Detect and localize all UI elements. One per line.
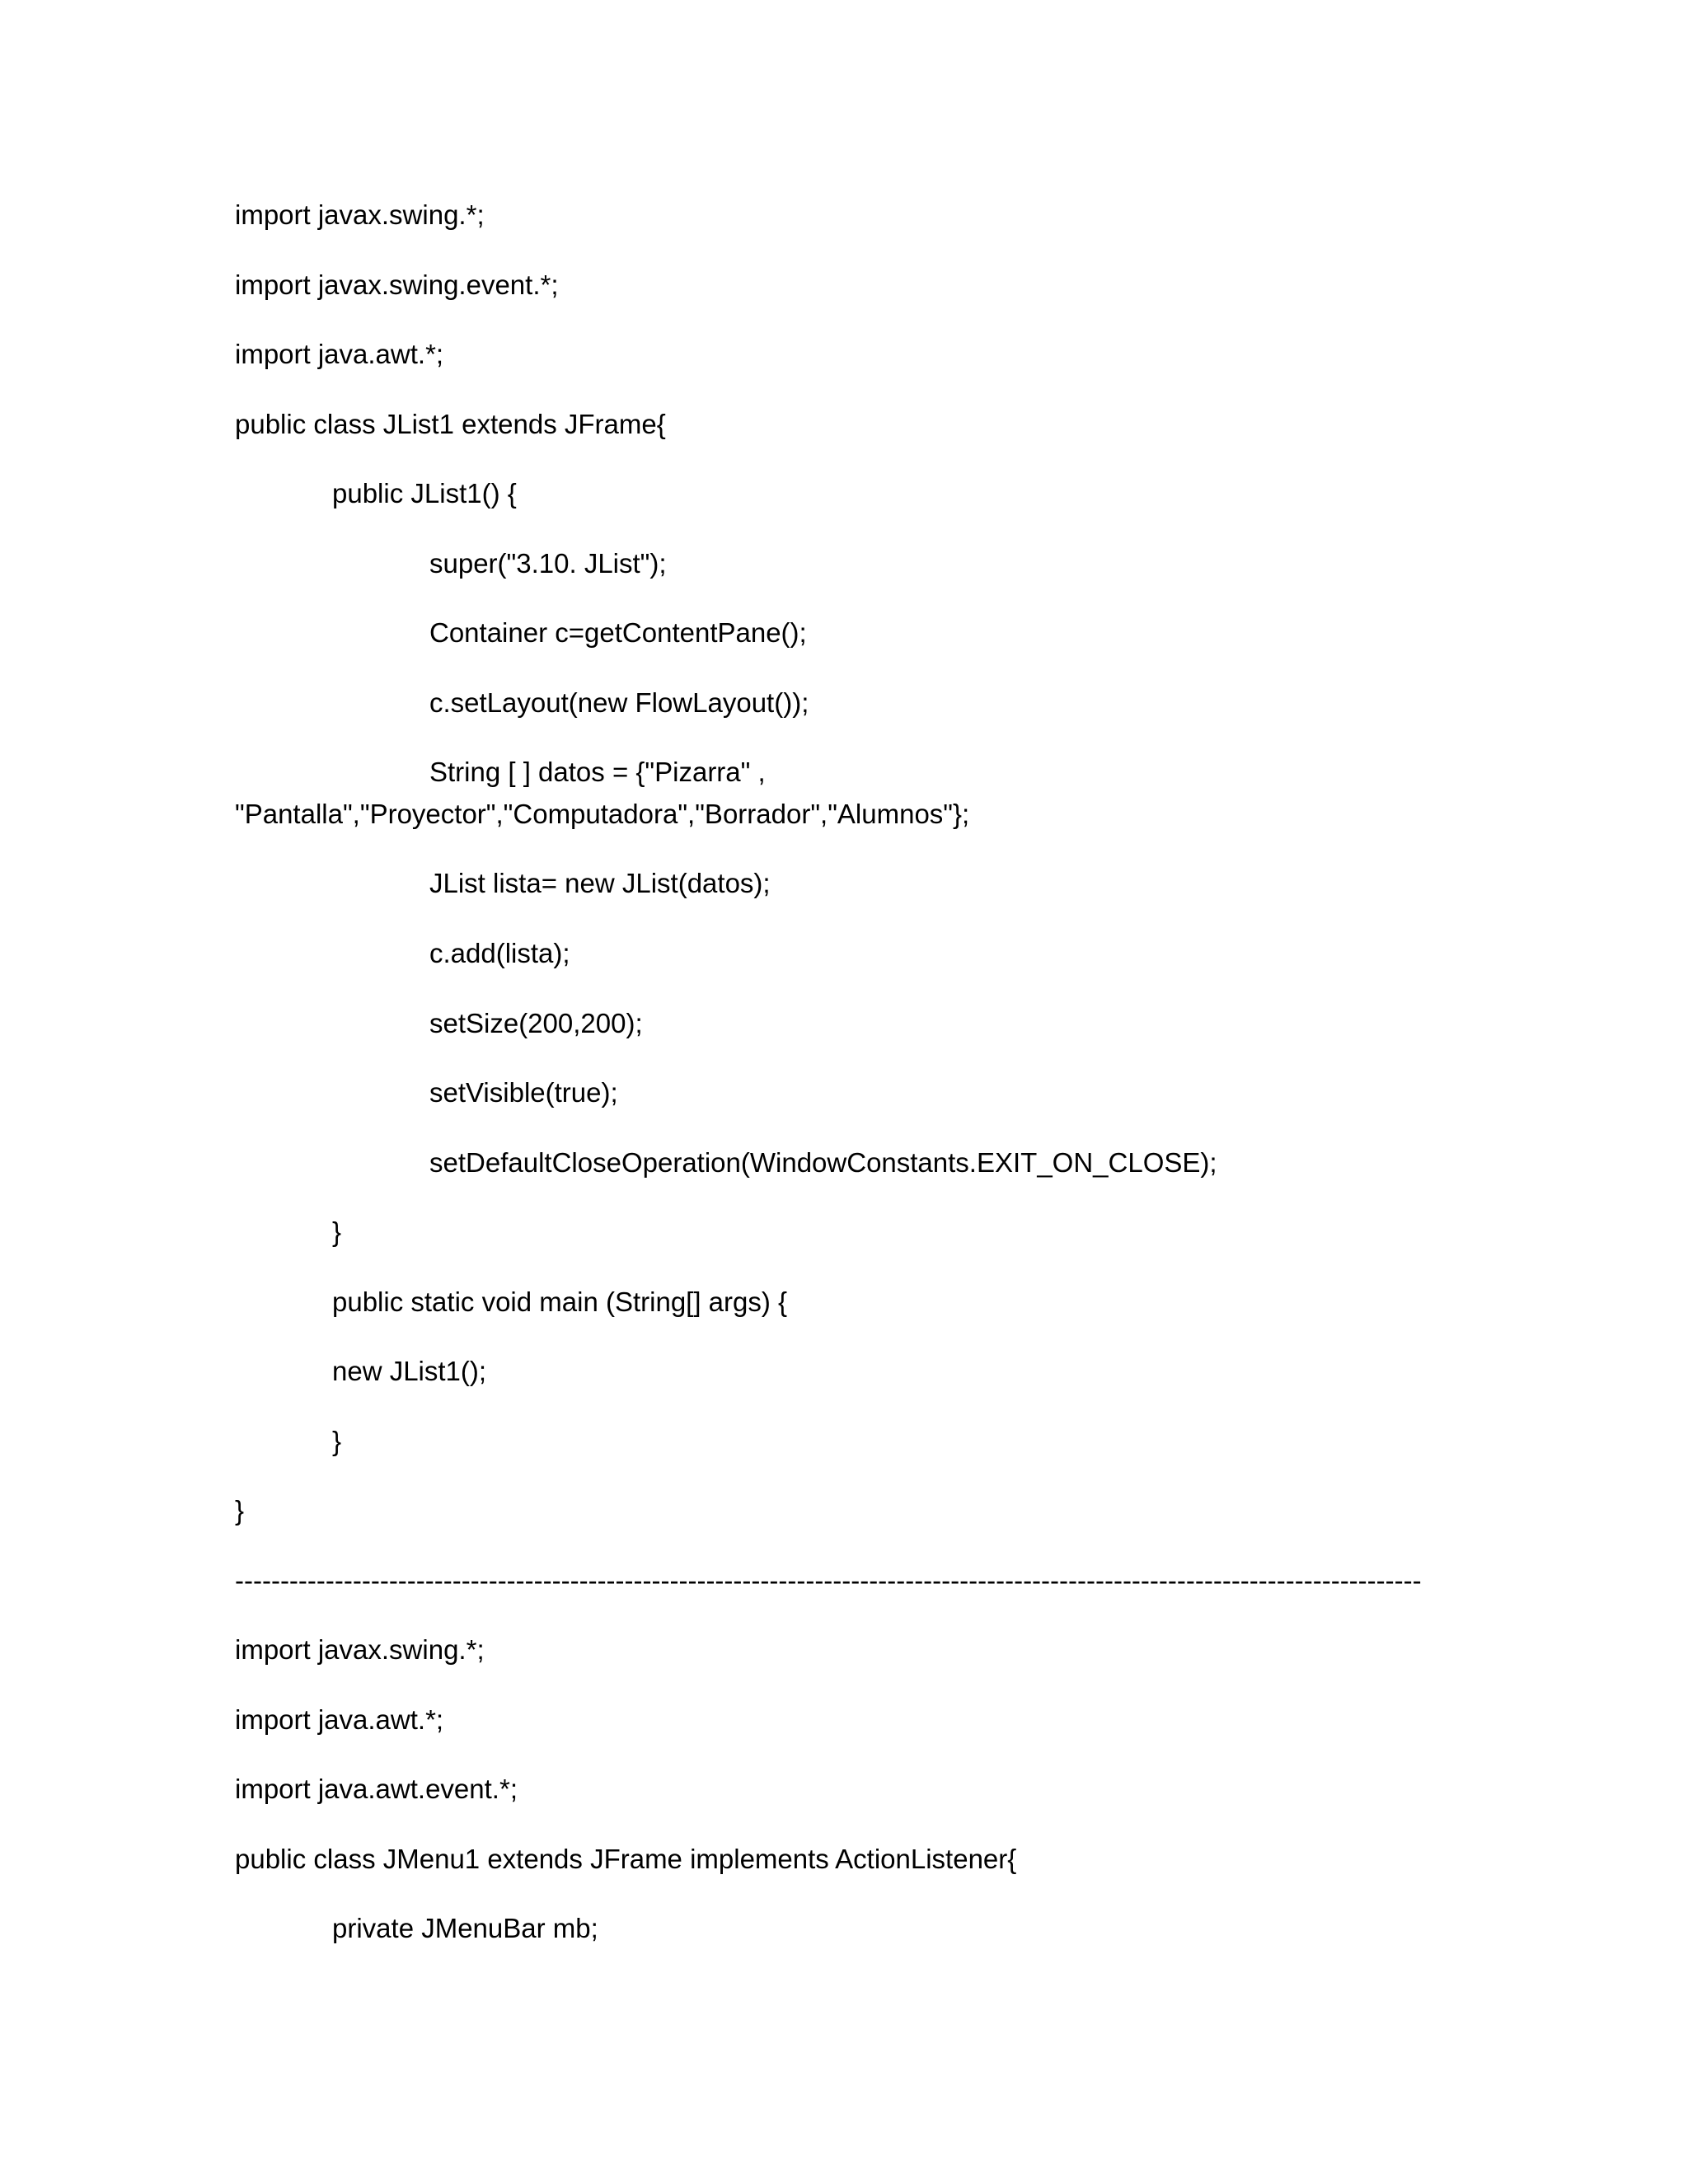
code-line: private JMenuBar mb;: [332, 1913, 598, 1943]
code-line: c.add(lista);: [429, 938, 570, 968]
code-line: setSize(200,200);: [429, 1008, 643, 1038]
code-line: setVisible(true);: [429, 1077, 618, 1108]
code-line: import javax.swing.*;: [235, 199, 485, 230]
code-line: String [ ] datos = {"Pizarra" ,: [429, 757, 766, 787]
code-line: }: [332, 1426, 342, 1456]
code-line: super("3.10. JList");: [429, 548, 667, 579]
code-line: import java.awt.event.*;: [235, 1774, 518, 1804]
code-line: public class JMenu1 extends JFrame implements ActionListener{: [235, 1844, 1017, 1874]
code-line: public class JList1 extends JFrame{: [235, 409, 666, 439]
code-line: setDefaultCloseOperation(WindowConstants.EXIT_ON_CLOSE);: [429, 1147, 1217, 1178]
code-line: c.setLayout(new FlowLayout());: [429, 687, 809, 718]
code-line: import javax.swing.event.*;: [235, 269, 559, 300]
code-line: }: [332, 1216, 342, 1247]
separator-line: -----------------------------------------------------------------------------------------------------------------------------------: [235, 1567, 1422, 1594]
code-line: import java.awt.*;: [235, 1704, 444, 1735]
code-line: "Pantalla","Proyector","Computadora","Borrador","Alumnos"};: [235, 799, 970, 829]
code-line: JList lista= new JList(datos);: [429, 868, 771, 898]
code-line: import javax.swing.*;: [235, 1634, 485, 1665]
code-line: public JList1() {: [332, 478, 517, 509]
code-line: Container c=getContentPane();: [429, 617, 807, 648]
code-line: import java.awt.*;: [235, 339, 444, 369]
code-line: }: [235, 1495, 245, 1526]
code-line: new JList1();: [332, 1356, 487, 1386]
code-line: public static void main (String[] args) {: [332, 1286, 788, 1317]
